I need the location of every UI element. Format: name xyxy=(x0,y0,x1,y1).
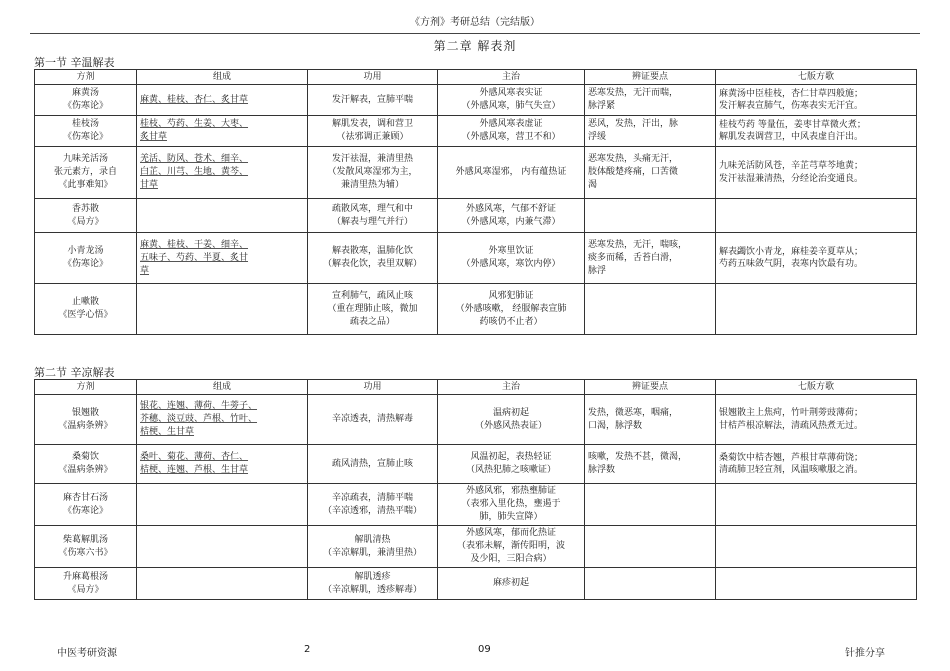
cell-indication xyxy=(438,85,585,116)
cell-song xyxy=(716,284,917,335)
table-row xyxy=(35,233,917,284)
cell-song xyxy=(716,445,917,484)
cell-composition-line: 桔梗、生甘草 xyxy=(140,427,195,437)
cell-indication-line: （外感风寒，肺气失宣） xyxy=(461,101,561,111)
cell-song-line: 芍药五味敛气阴，表寒内饮最有功。 xyxy=(719,259,864,269)
table-row xyxy=(35,484,917,526)
col-header-formula: 方剂 xyxy=(35,70,137,85)
cell-song xyxy=(716,526,917,568)
cell-function-line: 发汗解表，宣肺平喘 xyxy=(331,94,413,105)
cell-indication-line: （外感咳嗽， 经服解表宣肺 xyxy=(455,303,567,314)
cell-function-line: （重在理肺止咳，微加 xyxy=(327,303,418,314)
cell-song xyxy=(716,484,917,526)
cell-indication-line: （风热犯肺之咳嗽证） xyxy=(465,465,556,475)
formula-table-warm xyxy=(34,69,917,335)
cell-formula-name-line: 升麻葛根汤 xyxy=(62,571,108,582)
cell-function-line: （解表化饮，表里双解） xyxy=(322,259,422,269)
cell-formula-name xyxy=(35,445,137,484)
footer-left: 中医考研资源 xyxy=(57,648,117,659)
cell-formula-name-line: 《伤寒论》 xyxy=(62,101,108,111)
cell-function xyxy=(308,147,438,199)
cell-song xyxy=(716,85,917,116)
cell-formula-name-line: 止嗽散 xyxy=(71,297,99,307)
cell-indication-line: 及少阳，三阳合病） xyxy=(470,554,552,564)
cell-function-line: （解表与理气并行） xyxy=(331,216,413,227)
footer-right: 针推分享 xyxy=(845,648,885,659)
cell-key-points-line: 痰多而稀，舌苔白滑， xyxy=(588,252,679,263)
cell-function-line: （辛凉解肌，兼清里热） xyxy=(322,547,422,558)
cell-function-line: 宣利肺气，疏风止咳 xyxy=(331,290,413,301)
cell-formula-name-line: 《局方》 xyxy=(67,216,104,227)
col-header-key-points: 辨证要点 xyxy=(585,380,716,395)
cell-function xyxy=(308,284,438,335)
cell-key-points xyxy=(585,233,716,284)
cell-formula-name-line: 小青龙汤 xyxy=(67,246,104,256)
cell-function-line: （辛凉解肌，透疹解毒） xyxy=(322,584,422,595)
cell-indication-line: 药咳仍不止者） xyxy=(479,316,543,327)
cell-key-points-line: 恶寒发热，无汗，喘咳， xyxy=(588,239,688,250)
cell-formula-name-line: 《温病条辨》 xyxy=(58,420,113,431)
cell-function-line: （发散风寒湿邪为主， xyxy=(327,167,418,177)
cell-formula-name-line: 麻杏甘石汤 xyxy=(62,492,108,503)
cell-composition-line: 草 xyxy=(140,265,150,276)
cell-indication-line: 外感风寒，气郁不舒证 xyxy=(465,203,556,214)
cell-formula-name-line: 《伤寒论》 xyxy=(62,505,108,516)
cell-formula-name xyxy=(35,116,137,147)
cell-function xyxy=(308,116,438,147)
col-header-indication: 主治 xyxy=(438,70,585,85)
table-header-row xyxy=(35,70,917,85)
cell-song-line: 清疏肺卫轻宣剂，风温咳嗽服之消。 xyxy=(719,465,864,475)
cell-indication-line: 风温初起，表热轻证 xyxy=(470,452,552,462)
cell-indication-line: （外感风寒，内兼气滞） xyxy=(461,216,561,227)
cell-indication xyxy=(438,568,585,600)
cell-indication xyxy=(438,445,585,484)
cell-key-points-line: 渴 xyxy=(588,180,598,190)
cell-composition-line: 银花、连翘、薄荷、牛蒡子、 xyxy=(140,401,258,411)
cell-formula-name-line: 《温病条辨》 xyxy=(58,465,113,475)
cell-indication-line: （表邪入里化热，壅遏于 xyxy=(461,499,561,509)
cell-indication xyxy=(438,395,585,445)
cell-key-points xyxy=(585,147,716,199)
cell-formula-name xyxy=(35,484,137,526)
col-header-function: 功用 xyxy=(308,70,438,85)
cell-function-line: 兼清里热为辅） xyxy=(340,180,404,190)
cell-key-points-line: 脉浮 xyxy=(588,265,607,276)
cell-formula-name-line: 《医学心悟》 xyxy=(58,310,113,320)
cell-function xyxy=(308,526,438,568)
cell-song xyxy=(716,147,917,199)
cell-function xyxy=(308,233,438,284)
cell-function xyxy=(308,568,438,600)
cell-song-line: 解肌发表调营卫，中风表虚自汗出。 xyxy=(719,132,864,142)
cell-composition xyxy=(137,116,308,147)
cell-song xyxy=(716,116,917,147)
cell-composition xyxy=(137,284,308,335)
col-header-formula: 方剂 xyxy=(35,380,137,395)
table-row xyxy=(35,395,917,445)
table-row xyxy=(35,85,917,116)
cell-key-points-line: 浮缓 xyxy=(588,132,607,142)
cell-key-points xyxy=(585,116,716,147)
cell-formula-name-line: 麻黄汤 xyxy=(71,88,99,98)
cell-indication xyxy=(438,284,585,335)
col-header-indication: 主治 xyxy=(438,380,585,395)
cell-composition xyxy=(137,199,308,233)
cell-function-line: （祛邪调正兼顾） xyxy=(336,132,409,142)
cell-function-line: 解肌透疹 xyxy=(354,571,391,582)
cell-key-points-line: 脉浮紧 xyxy=(588,101,616,111)
cell-composition xyxy=(137,395,308,445)
cell-composition-line: 桂枝、芍药、生姜、大枣、 xyxy=(140,119,249,129)
cell-indication-line: 外感风寒，郁而化热证 xyxy=(465,528,556,538)
table-row xyxy=(35,116,917,147)
cell-composition xyxy=(137,445,308,484)
cell-composition-line: 桔梗、连翘、芦根、生甘草 xyxy=(140,465,249,475)
cell-song-line: 解表蠲饮小青龙，麻桂姜辛夏草从； xyxy=(719,246,864,257)
cell-formula-name xyxy=(35,526,137,568)
cell-formula-name xyxy=(35,199,137,233)
cell-formula-name-line: 《局方》 xyxy=(67,584,104,595)
cell-formula-name xyxy=(35,147,137,199)
cell-formula-name-line: 《伤寒论》 xyxy=(62,132,108,142)
cell-key-points-line: 恶风，发热，汗出，脉 xyxy=(588,119,679,129)
cell-composition-line: 甘草 xyxy=(140,180,159,190)
cell-function-line: 疏表之品） xyxy=(349,316,395,327)
col-header-function: 功用 xyxy=(308,380,438,395)
cell-song xyxy=(716,233,917,284)
cell-indication xyxy=(438,199,585,233)
cell-key-points-line: 恶寒发热，无汗而喘， xyxy=(588,88,679,98)
cell-function xyxy=(308,484,438,526)
cell-composition xyxy=(137,147,308,199)
cell-function-line: 发汗祛湿，兼清里热 xyxy=(331,154,413,164)
cell-formula-name-line: 银翘散 xyxy=(71,407,99,418)
cell-function-line: 解表散寒，温肺化饮 xyxy=(331,246,413,256)
cell-indication-line: 外感风寒湿邪， 内有蕴热证 xyxy=(455,167,567,177)
col-header-key-points: 辨证要点 xyxy=(585,70,716,85)
cell-composition xyxy=(137,526,308,568)
cell-function xyxy=(308,445,438,484)
cell-composition-line: 炙甘草 xyxy=(140,132,168,142)
cell-key-points xyxy=(585,85,716,116)
cell-formula-name xyxy=(35,233,137,284)
cell-indication-line: 风邪犯肺证 xyxy=(488,290,534,301)
cell-key-points xyxy=(585,526,716,568)
cell-song xyxy=(716,395,917,445)
cell-key-points xyxy=(585,284,716,335)
cell-indication-line: （外感风热表证） xyxy=(474,420,547,431)
chapter-title: 第二章 解表剂 xyxy=(433,39,517,53)
cell-composition xyxy=(137,484,308,526)
cell-key-points xyxy=(585,199,716,233)
col-header-composition: 组成 xyxy=(137,380,308,395)
cell-formula-name-line: 香苏散 xyxy=(71,203,99,214)
cell-song-line: 麻黄汤中臣桂枝，杏仁甘草四般施； xyxy=(719,88,864,99)
cell-indication xyxy=(438,526,585,568)
cell-indication xyxy=(438,116,585,147)
cell-composition-line: 桑叶、菊花、薄荷、杏仁、 xyxy=(140,452,249,462)
cell-function-line: 辛凉透表，清热解毒 xyxy=(331,414,413,424)
footer-mid: 09 xyxy=(478,644,491,655)
cell-formula-name-line: 九味羌活汤 xyxy=(62,154,108,164)
cell-formula-name-line: 《伤寒六书》 xyxy=(58,547,113,558)
document-header xyxy=(30,13,920,34)
formula-table-cool xyxy=(34,379,917,600)
section-title-2: 第二节 辛凉解表 xyxy=(34,366,115,379)
cell-formula-name-line: 《伤寒论》 xyxy=(62,259,108,269)
cell-formula-name-line: 《此事难知》 xyxy=(58,180,113,190)
document-title: 《方剂》考研总结（完结版） xyxy=(410,17,540,28)
col-header-song: 七版方歌 xyxy=(716,70,917,85)
cell-song-line: 九味羌活防风苍，辛芷芎草芩地黄； xyxy=(719,161,864,171)
cell-composition-line: 芥穗、淡豆豉、芦根、竹叶、 xyxy=(140,414,258,424)
cell-indication-line: 外感风邪，邪热壅肺证 xyxy=(465,486,556,496)
cell-song-line: 桂枝芍药 等量伍，姜枣甘草微火煮； xyxy=(719,119,866,130)
cell-composition-line: 羌活、防风、苍术、细辛、 xyxy=(140,154,249,164)
cell-key-points-line: 肢体酸楚疼痛，口苦微 xyxy=(588,167,679,177)
col-header-song: 七版方歌 xyxy=(716,380,917,395)
cell-song xyxy=(716,568,917,600)
section-title-1: 第一节 辛温解表 xyxy=(34,56,115,69)
cell-indication-line: 肺，肺失宣降） xyxy=(479,512,543,522)
cell-function xyxy=(308,395,438,445)
cell-formula-name xyxy=(35,395,137,445)
cell-song-line: 甘桔芦根凉解法，清疏风热煮无过。 xyxy=(719,420,864,431)
cell-key-points-line: 脉浮数 xyxy=(588,465,616,475)
cell-function-line: 疏散风寒，理气和中 xyxy=(331,203,413,214)
cell-indication xyxy=(438,233,585,284)
cell-function-line: 解肌清热 xyxy=(354,534,391,545)
cell-key-points xyxy=(585,445,716,484)
cell-key-points xyxy=(585,395,716,445)
cell-indication-line: 外感风寒表实证 xyxy=(479,88,543,98)
cell-key-points xyxy=(585,568,716,600)
cell-formula-name xyxy=(35,85,137,116)
cell-composition-line: 麻黄、桂枝、杏仁、炙甘草 xyxy=(140,94,249,105)
cell-composition xyxy=(137,568,308,600)
cell-key-points-line: 恶寒发热，头痛无汗， xyxy=(588,154,679,164)
table-row xyxy=(35,147,917,199)
table-row xyxy=(35,568,917,600)
cell-function-line: 解肌发表，调和营卫 xyxy=(331,119,413,129)
table-row xyxy=(35,284,917,335)
cell-formula-name-line: 桑菊饮 xyxy=(71,452,99,462)
footer-page-number: 2 xyxy=(304,644,311,655)
table-header-row xyxy=(35,380,917,395)
cell-function xyxy=(308,85,438,116)
cell-song-line: 发汗解表宣肺气，伤寒表实无汗宜。 xyxy=(719,101,864,111)
cell-indication-line: 外寒里饮证 xyxy=(488,246,534,256)
cell-indication-line: （外感风寒，寒饮内停） xyxy=(461,259,561,269)
cell-composition-line: 麻黄、桂枝、干姜、细辛、 xyxy=(140,239,249,250)
cell-key-points xyxy=(585,484,716,526)
cell-indication xyxy=(438,147,585,199)
cell-function-line: 疏风清热，宣肺止咳 xyxy=(331,458,413,469)
cell-song-line: 银翘散主上焦疴，竹叶荆蒡豉薄荷； xyxy=(719,408,864,418)
cell-song-line: 发汗祛湿兼清热，分经论治变通良。 xyxy=(719,173,864,184)
cell-indication-line: 外感风寒表虚证 xyxy=(479,119,543,129)
cell-formula-name-line: 桂枝汤 xyxy=(71,119,99,129)
cell-indication-line: （外感风寒，营卫不和） xyxy=(461,132,561,142)
cell-key-points-line: 口渴，脉浮数 xyxy=(588,420,643,431)
cell-key-points-line: 咳嗽，发热不甚，微渴， xyxy=(588,452,688,462)
cell-function-line: （辛凉透邪，清热平喘） xyxy=(322,505,422,516)
cell-function-line: 辛凉疏表，清肺平喘 xyxy=(331,492,413,503)
cell-function xyxy=(308,199,438,233)
cell-indication-line: （表邪未解，渐传阳明，波 xyxy=(456,541,565,551)
table-row xyxy=(35,199,917,233)
cell-formula-name-line: 柴葛解肌汤 xyxy=(62,534,108,545)
cell-formula-name xyxy=(35,568,137,600)
cell-indication-line: 麻疹初起 xyxy=(492,578,529,588)
table-row xyxy=(35,445,917,484)
cell-composition xyxy=(137,233,308,284)
cell-indication-line: 温病初起 xyxy=(492,407,529,418)
cell-composition xyxy=(137,85,308,116)
cell-composition-line: 白芷、川芎、生地、黄芩、 xyxy=(140,167,249,177)
cell-song xyxy=(716,199,917,233)
cell-composition-line: 五味子、芍药、半夏、炙甘 xyxy=(140,252,249,263)
cell-key-points-line: 发热，微恶寒，咽痛， xyxy=(588,407,679,418)
cell-formula-name-line: 张元素方，录自 xyxy=(53,167,117,177)
table-row xyxy=(35,526,917,568)
cell-formula-name xyxy=(35,284,137,335)
cell-indication xyxy=(438,484,585,526)
cell-song-line: 桑菊饮中桔杏翘，芦根甘草薄荷饶； xyxy=(719,452,864,463)
col-header-composition: 组成 xyxy=(137,70,308,85)
